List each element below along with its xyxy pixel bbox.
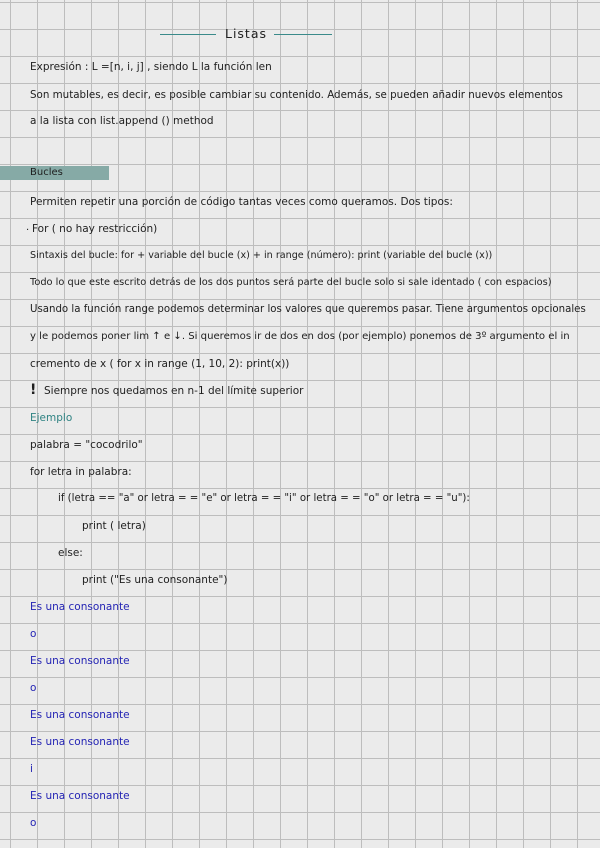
- section-heading-bucles: Bucles: [30, 167, 63, 178]
- code-else: else:: [58, 547, 83, 559]
- example-heading: Ejemplo: [30, 412, 73, 424]
- output-line: Es una consonante: [30, 655, 130, 667]
- output-line: Es una consonante: [30, 709, 130, 721]
- title-rule-right: [274, 34, 332, 35]
- output-line: o: [30, 817, 37, 829]
- title-rule-left: [160, 34, 216, 35]
- siempre-line: Siempre nos quedamos en n-1 del límite superior: [44, 385, 304, 397]
- output-line: o: [30, 628, 37, 640]
- expresion-line: Expresión : L =[n, i, j] , siendo L la función len: [30, 61, 272, 73]
- permiten-line: Permiten repetir una porción de código tantas veces como queramos. Dos tipos:: [30, 196, 453, 208]
- code-print-consonante: print ("Es una consonante"): [82, 574, 228, 586]
- output-line: Es una consonante: [30, 790, 130, 802]
- bullet-dot: ·: [26, 225, 30, 236]
- page-title: Listas: [224, 26, 268, 41]
- usando-line: Usando la función range podemos determinar los valores que queremos pasar. Tiene argumentos opcionales: [30, 304, 586, 315]
- output-line: Es una consonante: [30, 736, 130, 748]
- todo-line: Todo lo que este escrito detrás de los dos puntos será parte del bucle solo si sale identado ( con espacios): [30, 277, 552, 288]
- output-line: i: [30, 763, 33, 775]
- mutables-line-1: Son mutables, es decir, es posible cambiar su contenido. Además, se pueden añadir nuevos elementos: [30, 89, 563, 101]
- output-line: Es una consonante: [30, 601, 130, 613]
- code-for: for letra in palabra:: [30, 466, 132, 478]
- mutables-line-2: a la lista con list.append () method: [30, 115, 214, 127]
- code-palabra: palabra = "cocodrilo": [30, 439, 143, 451]
- for-line: For ( no hay restricción): [32, 223, 158, 235]
- page-title-block: [160, 26, 332, 42]
- sintaxis-line: Sintaxis del bucle: for + variable del bucle (x) + in range (número): print (variable del bucle (x)): [30, 250, 493, 261]
- warning-mark: !: [30, 382, 37, 398]
- y-le-line: y le podemos poner lim ↑ e ↓. Si queremos ir de dos en dos (por ejemplo) ponemos de 3º argumento el in: [30, 331, 570, 342]
- cremento-line: cremento de x ( for x in range (1, 10, 2): print(x)): [30, 358, 290, 370]
- code-if: if (letra == "a" or letra = = "e" or letra = = "i" or letra = = "o" or letra = = "u"):: [58, 493, 470, 504]
- code-print-letra: print ( letra): [82, 520, 146, 532]
- output-line: o: [30, 682, 37, 694]
